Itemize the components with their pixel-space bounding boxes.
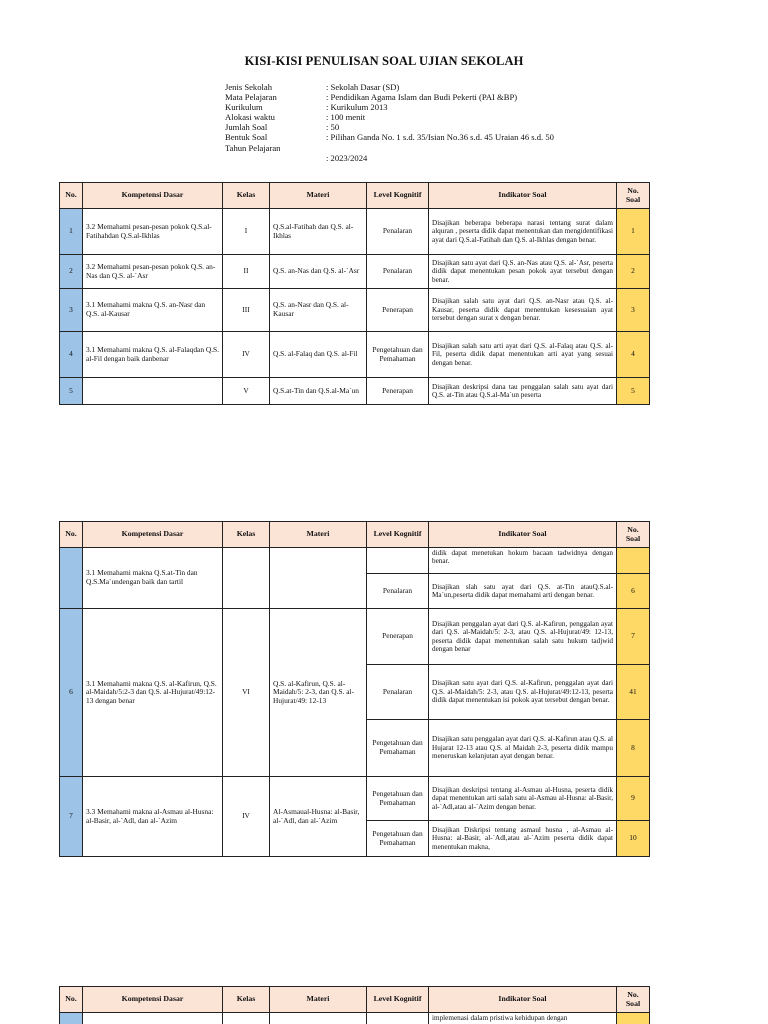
meta-value: : Pendidikan Agama Islam dan Budi Pekerti (PAI &BP) xyxy=(326,92,518,103)
cell-no-soal: 6 xyxy=(617,574,650,609)
cell-materi: Q.S.at-Tin dan Q.S.al-Ma`un xyxy=(270,378,367,405)
meta-label: Bentuk Soal xyxy=(225,132,268,143)
cell-kelas xyxy=(223,1013,270,1024)
header-no-soal: No. Soal xyxy=(617,522,650,548)
header-kelas: Kelas xyxy=(223,183,270,209)
cell-materi: Q.S. al-Kafirun, Q.S. al-Maidah/5: 2-3, dan Q.S. al-Hujurat/49: 12-13 xyxy=(270,609,367,777)
meta-row xyxy=(225,122,556,132)
cell-no: 7 xyxy=(60,777,83,857)
cell-indikator-soal: Disajikan slah satu ayat dari Q.S. at-Tin atauQ.S.al-Ma`un,peserta didik dapat memahami arti dengan benar. xyxy=(429,574,617,609)
document-title: KISI-KISI PENULISAN SOAL UJIAN SEKOLAH xyxy=(244,54,524,68)
header-kompetensi-dasar: Kompetensi Dasar xyxy=(83,522,223,548)
cell-kompetensi-dasar: 3.1 Memahami makna Q.S. an-Nasr dan Q.S. al-Kausar xyxy=(83,289,223,332)
meta-value: : 100 menit xyxy=(326,112,366,123)
cell-no-soal: 5 xyxy=(617,378,650,405)
table-row xyxy=(60,609,650,665)
cell-materi: Q.S. an-Nasr dan Q.S. al-Kausar xyxy=(270,289,367,332)
cell-no-soal xyxy=(617,1013,650,1024)
cell-indikator-soal: Disajikan beberapa beberapa narasi tentang surat dalam alquran , peserta didik dapat menentukan dan mengidentifikasi ayat dari Q.S.al-Fatihah dan Q.S. al-Ikhlas dengan benar. xyxy=(429,209,617,255)
cell-no: 5 xyxy=(60,378,83,405)
header-materi: Materi xyxy=(270,183,367,209)
header-level-kognitif: Level Kognitif xyxy=(367,522,429,548)
cell-kelas xyxy=(223,548,270,609)
cell-level-kognitif: Penalaran xyxy=(367,209,429,255)
meta-label: Alokasi waktu xyxy=(225,112,275,123)
table-row xyxy=(60,777,650,821)
cell-level-kognitif xyxy=(367,548,429,574)
cell-kompetensi-dasar: 3.3 Memahami makna al-Asmau al-Husna: al-Basir, al-`Adl, dan al-`Azim xyxy=(83,777,223,857)
cell-no-soal xyxy=(617,548,650,574)
cell-indikator-soal: Disajikan penggalan ayat dari Q.S. al-Kafirun, penggalan ayat dari Q.S. al-Maidah/5: 2-3, atau Q.S. al-Hujurat/49: 12-13, peserta didik dapat menentukan salah satu hukum tadjwid dengan benar xyxy=(429,609,617,665)
header-kompetensi-dasar: Kompetensi Dasar xyxy=(83,183,223,209)
meta-value: : 2023/2024 xyxy=(326,152,368,163)
table-3-clip xyxy=(0,986,768,1024)
cell-level-kognitif: Penerapan xyxy=(367,289,429,332)
cell-materi: Q.S. an-Nas dan Q.S. al-`Asr xyxy=(270,255,367,289)
cell-no-soal: 3 xyxy=(617,289,650,332)
meta-label: Tahun Pelajaran xyxy=(225,142,281,153)
header-kelas: Kelas xyxy=(223,987,270,1013)
table-header-row xyxy=(60,183,650,209)
meta-label: Jenis Sekolah xyxy=(225,82,273,92)
cell-indikator-soal: Disajikan satu ayat dari Q.S. al-Kafirun, penggalan ayat dari Q.S. al-Maidah/5: 2-3, atau Q.S. al-Hujurat/49:12-13, peserta didik dapat menentukan isi pokok ayat tersebut dengan benar. xyxy=(429,665,617,720)
cell-indikator-soal: didik dapat menetukan hokum bacaan tadwidnya dengan benar. xyxy=(429,548,617,574)
cell-no-soal: 1 xyxy=(617,209,650,255)
kisi-table-3 xyxy=(59,986,650,1024)
header-no-soal: No. Soal xyxy=(617,183,650,209)
cell-no xyxy=(60,548,83,609)
cell-level-kognitif: Pengetahuan dan Pemahaman xyxy=(367,777,429,821)
document-meta xyxy=(225,82,556,163)
cell-indikator-soal: Disajikan satu ayat dari Q.S. an-Nas atau Q.S. al-`Asr, peserta didik dapat menentukan pesan pokok ayat tersebut dengan benar. xyxy=(429,255,617,289)
meta-value xyxy=(326,143,556,153)
table-header-row xyxy=(60,522,650,548)
cell-kompetensi-dasar: 3.1 Memahami makna Q.S.at-Tin dan Q.S.Ma`undengan baik dan tartil xyxy=(83,548,223,609)
cell-level-kognitif: Pengetahuan dan Pemahaman xyxy=(367,332,429,378)
cell-no-soal: 2 xyxy=(617,255,650,289)
meta-label: Mata Pelajaran xyxy=(225,92,277,103)
header-indikator-soal: Indikator Soal xyxy=(429,522,617,548)
cell-level-kognitif xyxy=(367,1013,429,1024)
cell-indikator-soal: Disajikan salah satu ayat dari Q.S. an-Nasr atau Q.S. al-Kausar, peserta didik dapat menentukan kesesuaian ayat tersebut dengan surat x dengan benar. xyxy=(429,289,617,332)
header-materi: Materi xyxy=(270,522,367,548)
cell-kelas: V xyxy=(223,378,270,405)
table-row xyxy=(60,548,650,574)
cell-level-kognitif: Penalaran xyxy=(367,665,429,720)
header-materi: Materi xyxy=(270,987,367,1013)
cell-no xyxy=(60,1013,83,1024)
cell-level-kognitif: Penalaran xyxy=(367,255,429,289)
cell-kelas: VI xyxy=(223,609,270,777)
table-row xyxy=(60,209,650,255)
cell-indikator-soal: implemenasi dalam pristiwa kehidupan dengan xyxy=(429,1013,617,1024)
cell-level-kognitif: Penerapan xyxy=(367,609,429,665)
cell-kompetensi-dasar xyxy=(83,1013,223,1024)
meta-label xyxy=(225,153,326,163)
table-row xyxy=(60,289,650,332)
header-no-soal: No. Soal xyxy=(617,987,650,1013)
cell-materi: Q.S. al-Falaq dan Q.S. al-Fil xyxy=(270,332,367,378)
header-no: No. xyxy=(60,522,83,548)
cell-indikator-soal: Disajikan satu penggalan ayat dari Q.S. al-Kafirun atau Q.S. al Hujarat 12-13 atau Q.S. al Maidah 2-3, peserta didik mampu meneruskan kelanjutan ayat dengan benar. xyxy=(429,720,617,777)
cell-no-soal: 4 xyxy=(617,332,650,378)
header-level-kognitif: Level Kognitif xyxy=(367,183,429,209)
cell-kelas: IV xyxy=(223,332,270,378)
kisi-table-2 xyxy=(59,521,650,857)
meta-value: : Kurikulum 2013 xyxy=(326,102,388,113)
header-no: No. xyxy=(60,987,83,1013)
meta-label: Kurikulum xyxy=(225,102,263,113)
cell-kompetensi-dasar: 3.2 Memahami pesan-pesan pokok Q.S. an-Nas dan Q.S. al-`Asr xyxy=(83,255,223,289)
table-row xyxy=(60,332,650,378)
cell-no-soal: 7 xyxy=(617,609,650,665)
meta-label: Jumlah Soal xyxy=(225,122,268,133)
meta-value: : Pilihan Ganda No. 1 s.d. 35/Isian No.36 s.d. 45 Uraian 46 s.d. 50 xyxy=(326,132,554,143)
cell-no: 4 xyxy=(60,332,83,378)
cell-no: 2 xyxy=(60,255,83,289)
cell-indikator-soal: Disajikan deskripsi dana tau penggalan salah satu ayat dari Q.S. at-Tin atau Q.S.al-Ma`un peserta xyxy=(429,378,617,405)
cell-kompetensi-dasar: 3.1 Memahami makna Q.S. al-Kafirun, Q.S. al-Maidah/5:2-3 dan Q.S. al-Hujurat/49:12-13 dengan benar xyxy=(83,609,223,777)
cell-indikator-soal: Disajikan salah satu arti ayat dari Q.S. al-Falaq atau Q.S. al-Fil, peserta didik dapat menentukan arti ayat yang sesuai dengan benar. xyxy=(429,332,617,378)
meta-row xyxy=(225,143,556,153)
cell-level-kognitif: Penalaran xyxy=(367,574,429,609)
cell-no: 3 xyxy=(60,289,83,332)
table-header-row xyxy=(60,987,650,1013)
meta-row xyxy=(225,102,556,112)
cell-level-kognitif: Pengetahuan dan Pemahaman xyxy=(367,821,429,857)
cell-materi xyxy=(270,1013,367,1024)
cell-level-kognitif: Pengetahuan dan Pemahaman xyxy=(367,720,429,777)
meta-row xyxy=(225,153,556,163)
cell-no-soal: 8 xyxy=(617,720,650,777)
kisi-table-1 xyxy=(59,182,650,405)
cell-kelas: II xyxy=(223,255,270,289)
table-row xyxy=(60,1013,650,1024)
cell-level-kognitif: Penerapan xyxy=(367,378,429,405)
meta-row xyxy=(225,112,556,122)
table-row xyxy=(60,378,650,405)
cell-materi: Al-Asmaual-Husna: al-Basir, al-`Adl, dan al-`Azim xyxy=(270,777,367,857)
cell-kelas: I xyxy=(223,209,270,255)
table-row xyxy=(60,255,650,289)
cell-no-soal: 41 xyxy=(617,665,650,720)
header-kompetensi-dasar: Kompetensi Dasar xyxy=(83,987,223,1013)
cell-no-soal: 9 xyxy=(617,777,650,821)
meta-value: : Sekolah Dasar (SD) xyxy=(326,82,400,92)
cell-kelas: IV xyxy=(223,777,270,857)
cell-materi: Q.S.al-Fatihah dan Q.S. al-Ikhlas xyxy=(270,209,367,255)
cell-materi xyxy=(270,548,367,609)
header-indikator-soal: Indikator Soal xyxy=(429,987,617,1013)
cell-no: 1 xyxy=(60,209,83,255)
header-no: No. xyxy=(60,183,83,209)
meta-row xyxy=(225,92,556,102)
header-level-kognitif: Level Kognitif xyxy=(367,987,429,1013)
cell-kompetensi-dasar: 3.2 Memahami pesan-pesan pokok Q.S.al-Fatihahdan Q.S.al-Ikhlas xyxy=(83,209,223,255)
cell-no: 6 xyxy=(60,609,83,777)
cell-no-soal: 10 xyxy=(617,821,650,857)
cell-indikator-soal: Disajikan Diskripsi tentang asmaul husna , al-Asmau al-Husna: al-Basir, al-`Adl,atau al-`Azim peserta didik dapat menentukan makna, xyxy=(429,821,617,857)
cell-kelas: III xyxy=(223,289,270,332)
meta-row xyxy=(225,132,556,142)
header-kelas: Kelas xyxy=(223,522,270,548)
cell-kompetensi-dasar: 3.1 Memahami makna Q.S. al-Falaqdan Q.S. al-Fil dengan baik danbenar xyxy=(83,332,223,378)
cell-kompetensi-dasar xyxy=(83,378,223,405)
header-indikator-soal: Indikator Soal xyxy=(429,183,617,209)
meta-row xyxy=(225,82,556,92)
meta-value: : 50 xyxy=(326,122,340,133)
cell-indikator-soal: Disajikan deskripsi tentang al-Asmau al-Husna, peserta didik dapat menentukan arti salah satu al-Asmau al-Husna: al-Basir, al-`Adl,atau al-`Azim dengan benar. xyxy=(429,777,617,821)
